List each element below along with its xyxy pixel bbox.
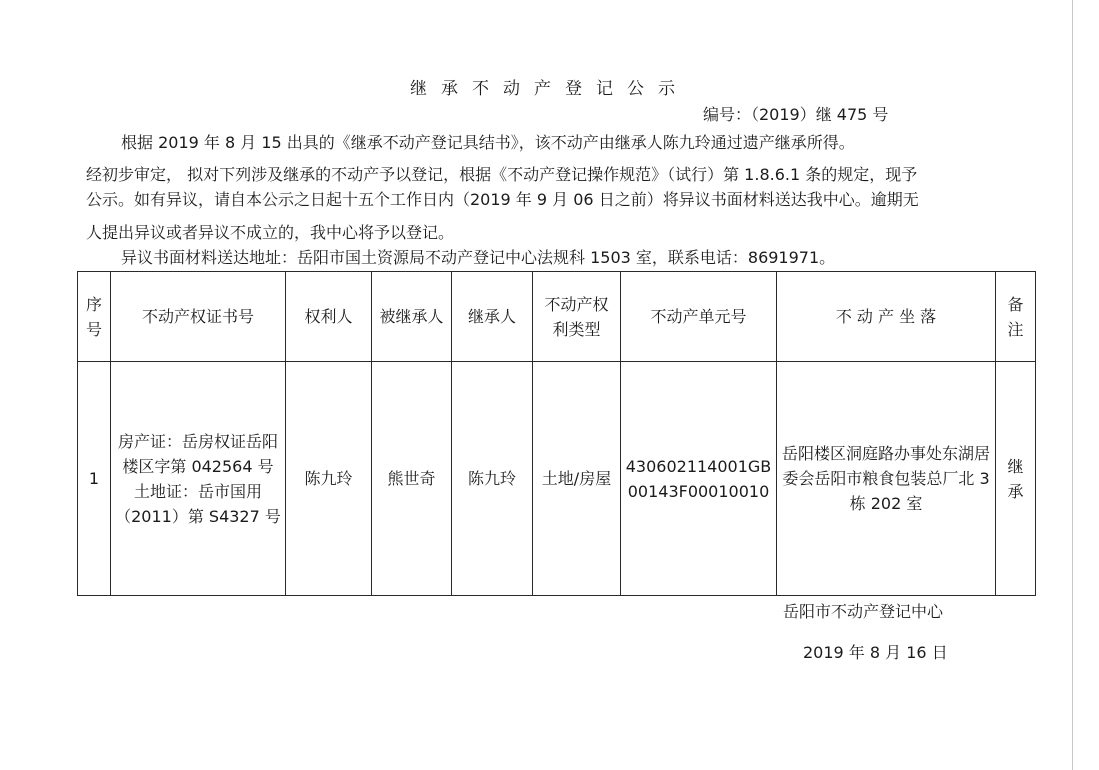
issue-date: 2019 年 8 月 16 日	[803, 643, 948, 662]
header-decedent: 被继承人	[372, 272, 452, 362]
header-cert-no: 不动产权证书号	[111, 272, 286, 362]
paragraph-3: 公示。如有异议，请自本公示之日起十五个工作日内（2019 年 9 月 06 日之前）将异议书面材料送达我中心。逾期无	[86, 190, 919, 209]
table-row	[78, 362, 1036, 596]
header-right-type: 不动产权利类型	[533, 272, 621, 362]
cell-decedent: 熊世奇	[372, 362, 452, 596]
paragraph-2: 经初步审定， 拟对下列涉及继承的不动产予以登记，根据《不动产登记操作规范》（试行）第 1.8.6.1 条的规定，现予	[86, 165, 918, 184]
header-seq: 序号	[78, 272, 111, 362]
cell-unit-no: 430602114001GB00143F00010010	[621, 362, 777, 596]
registration-table	[77, 271, 1036, 596]
paragraph-1: 根据 2019 年 8 月 15 出具的《继承不动产登记具结书》，该不动产由继承人陈九玲通过遗产继承所得。	[121, 133, 855, 152]
cell-holder: 陈九玲	[286, 362, 372, 596]
header-heir: 继承人	[452, 272, 533, 362]
notice-title: 继承不动产登记公示	[410, 79, 689, 99]
cell-right-type: 土地/房屋	[533, 362, 621, 596]
scan-edge-line	[1072, 0, 1073, 770]
header-location: 不 动 产 坐 落	[777, 272, 996, 362]
header-remark: 备注	[996, 272, 1036, 362]
header-holder: 权利人	[286, 272, 372, 362]
document-number: 编号：（2019）继 475 号	[703, 105, 889, 124]
table-header-row	[78, 272, 1036, 362]
paragraph-4: 人提出异议或者异议不成立的，我中心将予以登记。	[86, 223, 455, 242]
header-unit-no: 不动产单元号	[621, 272, 777, 362]
cell-cert-no: 房产证：岳房权证岳阳楼区字第 042564 号 土地证：岳市国用（2011）第 S4327 号	[111, 362, 286, 596]
issuer-signature: 岳阳市不动产登记中心	[783, 602, 944, 621]
cell-heir: 陈九玲	[452, 362, 533, 596]
paragraph-5: 异议书面材料送达地址：岳阳市国土资源局不动产登记中心法规科 1503 室，联系电话：8691971。	[121, 248, 836, 267]
cell-location: 岳阳楼区洞庭路办事处东湖居委会岳阳市粮食包装总厂北 3 栋 202 室	[777, 362, 996, 596]
cell-remark: 继承	[996, 362, 1036, 596]
cell-seq: 1	[78, 362, 111, 596]
